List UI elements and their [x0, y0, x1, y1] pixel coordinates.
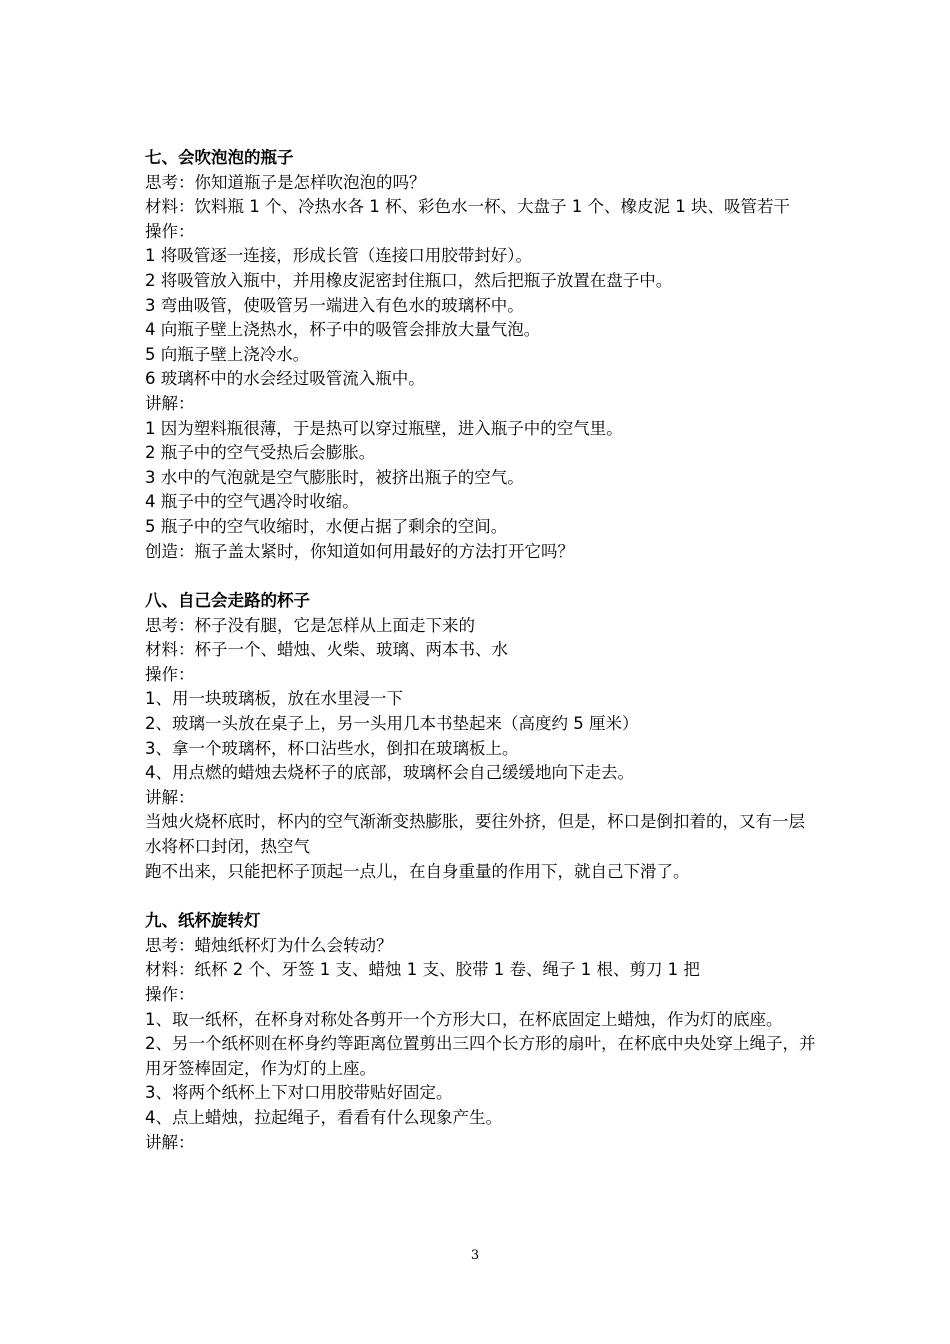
explain-label: 讲解： — [145, 1132, 195, 1152]
step-line: 5 向瓶子壁上浇冷水。 — [145, 344, 310, 364]
step-line: 4、点上蜡烛，拉起绳子，看看有什么现象产生。 — [145, 1107, 502, 1127]
explain-label: 讲解： — [145, 787, 195, 807]
materials-line: 材料：饮料瓶 1 个、冷热水各 1 杯、彩色水一杯、大盘子 1 个、橡皮泥 1 块、吸管若干 — [145, 197, 790, 217]
explain-line: 2 瓶子中的空气受热后会膨胀。 — [145, 443, 376, 463]
think-line: 思考：你知道瓶子是怎样吹泡泡的吗？ — [145, 172, 426, 192]
step-line: 2 将吸管放入瓶中，并用橡皮泥密封住瓶口，然后把瓶子放置在盘子中。 — [145, 270, 673, 290]
step-line: 2、玻璃一头放在桌子上，另一头用几本书垫起来（高度约 5 厘米） — [145, 714, 639, 734]
step-line: 2、另一个纸杯则在杯身约等距离位置剪出三四个长方形的扇叶，在杯底中央处穿上绳子，并用牙签棒固定，作为灯的上座。 — [145, 1034, 816, 1078]
section-gap — [145, 564, 817, 589]
think-line: 思考：蜡烛纸杯灯为什么会转动？ — [145, 935, 393, 955]
explain-line: 1 因为塑料瓶很薄，于是热可以穿过瓶壁，进入瓶子中的空气里。 — [145, 418, 623, 438]
explain-label: 讲解： — [145, 393, 195, 413]
operation-label: 操作： — [145, 221, 195, 241]
page-number: 3 — [470, 1248, 480, 1263]
step-line: 1、用一块玻璃板，放在水里浸一下 — [145, 689, 403, 709]
step-line: 6 玻璃杯中的水会经过吸管流入瓶中。 — [145, 369, 425, 389]
step-line: 3、拿一个玻璃杯，杯口沾些水，倒扣在玻璃板上。 — [145, 738, 519, 758]
explain-line: 4 瓶子中的空气遇冷时收缩。 — [145, 492, 359, 512]
document-body — [145, 146, 817, 1155]
section-title: 九、纸杯旋转灯 — [145, 911, 261, 931]
operation-label: 操作： — [145, 664, 195, 684]
step-line: 3、将两个纸杯上下对口用胶带贴好固定。 — [145, 1083, 453, 1103]
step-line: 1、取一纸杯，在杯身对称处各剪开一个方形大口，在杯底固定上蜡烛，作为灯的底座。 — [145, 1009, 783, 1029]
step-line: 4 向瓶子壁上浇热水，杯子中的吸管会排放大量气泡。 — [145, 320, 541, 340]
explain-line: 当烛火烧杯底时，杯内的空气渐渐变热膨胀，要往外挤，但是，杯口是倒扣着的，又有一层水将杯口封闭，热空气 — [145, 812, 805, 857]
step-line: 4、用点燃的蜡烛去烧杯子的底部，玻璃杯会自己缓缓地向下走去。 — [145, 763, 634, 783]
explain-line: 3 水中的气泡就是空气膨胀时，被挤出瓶子的空气。 — [145, 467, 524, 487]
materials-line: 材料：杯子一个、蜡烛、火柴、玻璃、两本书、水 — [145, 640, 508, 660]
section-title: 七、会吹泡泡的瓶子 — [145, 148, 294, 167]
step-line: 1 将吸管逐一连接，形成长管（连接口用胶带封好）。 — [145, 246, 532, 266]
explain-line: 跑不出来，只能把杯子顶起一点儿，在自身重量的作用下，就自己下滑了。 — [145, 861, 690, 881]
materials-line: 材料：纸杯 2 个、牙签 1 支、蜡烛 1 支、胶带 1 卷、绳子 1 根、剪刀 1 把 — [145, 960, 700, 980]
section-title: 八、自己会走路的杯子 — [145, 591, 310, 611]
explain-line: 5 瓶子中的空气收缩时，水便占据了剩余的空间。 — [145, 516, 508, 536]
create-line: 创造：瓶子盖太紧时，你知道如何用最好的方法打开它吗？ — [145, 541, 574, 561]
step-line: 3 弯曲吸管，使吸管另一端进入有色水的玻璃杯中。 — [145, 295, 524, 315]
section-gap — [145, 884, 817, 909]
think-line: 思考：杯子没有腿，它是怎样从上面走下来的 — [145, 615, 475, 635]
operation-label: 操作： — [145, 985, 195, 1004]
